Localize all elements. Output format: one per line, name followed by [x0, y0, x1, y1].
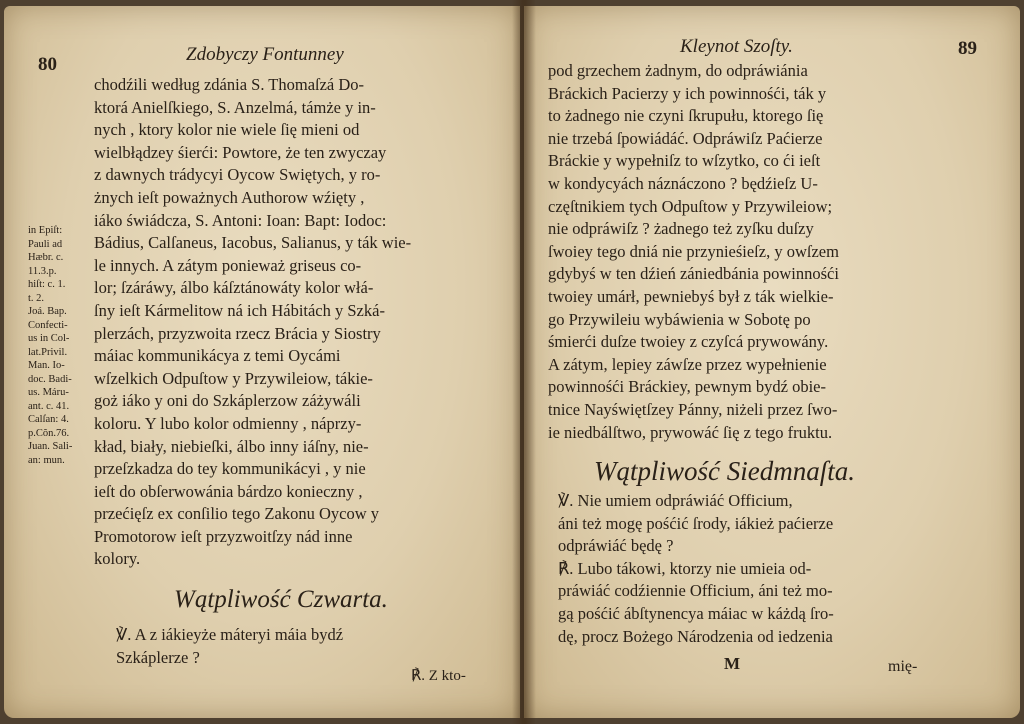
text-line: in Epiſt:: [28, 225, 63, 236]
text-line: w kondycyách náznáczono ? będźieſz U-: [548, 173, 818, 193]
right-body-text-continued: [558, 490, 834, 648]
text-line: doc. Badi-: [28, 373, 72, 385]
left-body-text-continued: [116, 624, 343, 669]
right-running-header: Kleynot Szoſty.: [680, 36, 793, 57]
left-section-title: Wątpliwość Czwarta.: [174, 586, 388, 613]
text-line: iáko świádcza, S. Antoni: Ioan: Bapt: Iodoc:: [94, 210, 387, 230]
text-line: śmierći duſze twoiey z czyſcá prywowány.: [548, 332, 829, 352]
text-line: Szkáplerze ?: [116, 647, 200, 667]
text-line: wſzelkich Odpuſtow y Przywileiow, tákie-: [94, 368, 373, 388]
text-line: kład, biały, niebieſki, álbo inny iáſny, nie-: [94, 436, 369, 456]
text-line: dę, procz Bożego Národzenia od iedzenia: [558, 626, 833, 646]
text-line: Promotorow ieſt przyzwoitſzy nád inne: [94, 526, 353, 546]
text-line: przećięſz ex conſilio tego Zakonu Oycow y: [94, 504, 379, 524]
text-line: ℣. A z iákieyże máteryi máia bydź: [116, 625, 344, 644]
text-line: ant. c. 41.: [28, 400, 70, 412]
text-line: ℟. Lubo tákowi, ktorzy nie umieia od-: [558, 558, 812, 578]
text-line: nie odpráwiſz ? żadnego też zyſku duſzy: [548, 219, 814, 239]
text-line: nie trzebá ſpowiádáć. Odpráwiſz Paćierze: [548, 128, 823, 148]
text-line: plerzách, przyzwoita rzecz Brácia y Siostry: [94, 323, 381, 343]
text-line: Juan. Sali-: [28, 441, 73, 452]
text-line: an: mun.: [28, 454, 65, 466]
text-line: wielbłądzey śierći: Powtore, że ten zwyczay: [94, 142, 387, 162]
right-catchword: mię-: [888, 658, 918, 675]
text-line: odpráwiáć będę ?: [558, 536, 674, 556]
right-page: [524, 6, 1020, 718]
text-line: z dawnych trádycyi Oycow Swiętych, y ro-: [94, 165, 381, 185]
left-margin-notes: [28, 224, 72, 467]
text-line: twoiey umárł, pewniebyś był z ták wielkie-: [548, 286, 834, 306]
text-line: ie niedbálſtwo, prywowáć ſię z tego fruktu.: [548, 422, 833, 442]
text-line: gdybyś w ten dźień zániedbánia powinnośći: [548, 264, 839, 284]
text-line: nych , ktory kolor nie wiele ſię mieni od: [94, 120, 360, 140]
text-line: gą pośćić ábſtynencya máiac w káżdą ſro-: [558, 603, 834, 623]
text-line: hiſt: c. 1.: [28, 279, 66, 290]
text-line: goż iáko y oni do Szkáplerzow záżywáli: [94, 391, 361, 411]
text-line: chodźili według zdánia S. Thomaſzá Do-: [94, 75, 365, 94]
left-running-header: Zdobyczy Fontunney: [186, 44, 344, 65]
text-line: Hæbr. c.: [28, 252, 64, 263]
text-line: tnice Nayświętſzey Pánny, niżeli przez ſwo-: [548, 399, 838, 419]
text-line: Joá. Bap.: [28, 306, 67, 317]
text-line: Bádius, Calſaneus, Iacobus, Salianus, y ták wie-: [94, 233, 412, 253]
text-line: 11.3.p.: [28, 265, 57, 277]
text-line: ſny ieſt Kármelitow ná ich Hábitách y Szká-: [94, 300, 385, 320]
text-line: ℣. Nie umiem odpráwiáć Officium,: [558, 491, 793, 510]
text-line: Calſan: 4.: [28, 414, 69, 425]
text-line: lor; ſzáráwy, álbo káſztánowáty kolor włá-: [94, 278, 374, 298]
text-line: Pauli ad: [28, 238, 63, 250]
text-line: t. 2.: [28, 292, 45, 304]
left-page-number: 80: [38, 54, 57, 75]
text-line: żnych ieſt poważnych Authorow wźięty ,: [94, 187, 365, 207]
left-page: [4, 6, 520, 718]
text-line: p.Cõn.76.: [28, 427, 70, 439]
text-line: le innych. A zátym ponieważ griseus co-: [94, 255, 362, 275]
left-body-text: [94, 74, 411, 571]
text-line: práwiáć codźiennie Officium, áni też mo-: [558, 581, 833, 601]
text-line: Bráckie y wypełniſz to wſzytko, co ći ieſt: [548, 151, 821, 171]
text-line: us in Col-: [28, 333, 70, 344]
text-line: Bráckich Pacierzy y ich powinnośći, ták y: [548, 83, 827, 103]
text-line: to żadnego nie czyni ſkrupułu, ktorego ſię: [548, 106, 824, 126]
right-page-number: 89: [958, 38, 977, 59]
right-body-text: [548, 60, 839, 444]
text-line: pod grzechem żadnym, do odpráwiánia: [548, 61, 808, 80]
text-line: áni też mogę pośćić ſrody, iákież paćierze: [558, 513, 834, 533]
text-line: kolory.: [94, 549, 141, 569]
text-line: ieſt do obſerwowánia bárdzo konieczny ,: [94, 481, 363, 501]
text-line: Confecti-: [28, 319, 68, 331]
book-gutter: [512, 0, 536, 724]
text-line: máiac kommunikácya z temi Oycámi: [94, 346, 341, 366]
text-line: ktorá Anielſkiego, S. Anzelmá, támże y in-: [94, 97, 376, 117]
signature-mark: M: [724, 654, 741, 673]
text-line: A zátym, lepiey záwſze przez wypełnienie: [548, 354, 827, 374]
text-line: us. Máru-: [28, 387, 69, 398]
left-catchword: ℟. Z kto-: [411, 668, 466, 684]
text-line: lat.Privil.: [28, 346, 68, 358]
right-section-title: Wątpliwość Siedmnaſta.: [594, 456, 855, 486]
text-line: przeſzkadza do tey kommunikácyi , y nie: [94, 459, 366, 479]
text-line: powinnośći Bráckiey, pewnym bydź obie-: [548, 377, 826, 397]
text-line: częſtnikiem tych Odpuſtow y Przywileiow;: [548, 196, 833, 216]
text-line: koloru. Y lubo kolor odmienny , náprzy-: [94, 413, 362, 433]
text-line: ſwoiey tego dniá nie przynieśieſz, y owſzem: [548, 241, 839, 261]
text-line: go Przywileiu wybáwienia w Sobotę po: [548, 309, 811, 329]
text-line: Man. Io-: [28, 360, 65, 371]
